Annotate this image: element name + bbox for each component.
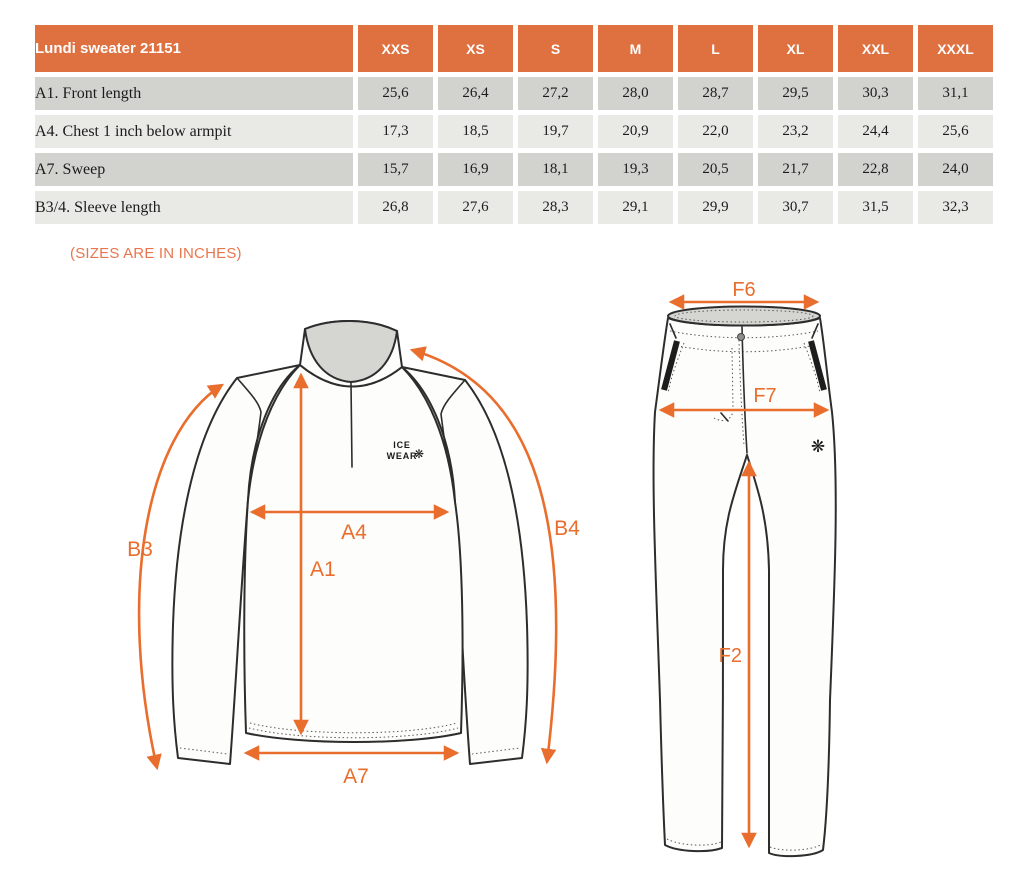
measure-label-a4: A4 <box>341 521 367 544</box>
cell-value: 22,8 <box>838 153 913 186</box>
product-title: Lundi sweater 21151 <box>35 25 353 72</box>
cell-value: 32,3 <box>918 191 993 224</box>
cell-value: 25,6 <box>918 115 993 148</box>
table-row <box>35 191 993 224</box>
cell-value: 20,5 <box>678 153 753 186</box>
row-label: B3/4. Sleeve length <box>35 191 353 224</box>
snowflake-icon: ❋ <box>413 447 425 461</box>
size-table <box>30 20 998 229</box>
cell-value: 18,1 <box>518 153 593 186</box>
sweater-body <box>244 365 462 742</box>
row-label: A7. Sweep <box>35 153 353 186</box>
cell-value: 19,3 <box>598 153 673 186</box>
cell-value: 28,0 <box>598 77 673 110</box>
cell-value: 25,6 <box>358 77 433 110</box>
size-header-xxxl: XXXL <box>918 25 993 72</box>
cell-value: 28,3 <box>518 191 593 224</box>
cell-value: 18,5 <box>438 115 513 148</box>
cell-value: 15,7 <box>358 153 433 186</box>
measure-label-b3: B3 <box>127 538 153 561</box>
sizes-unit-note: (SIZES ARE IN INCHES) <box>70 245 242 262</box>
table-row <box>35 77 993 110</box>
table-row <box>35 115 993 148</box>
measure-label-f2: F2 <box>718 645 742 667</box>
table-header-row <box>35 25 993 72</box>
size-header-xxs: XXS <box>358 25 433 72</box>
waist-opening <box>668 307 820 326</box>
cell-value: 26,4 <box>438 77 513 110</box>
size-header-xxl: XXL <box>838 25 913 72</box>
cell-value: 29,9 <box>678 191 753 224</box>
cell-value: 19,7 <box>518 115 593 148</box>
size-header-m: M <box>598 25 673 72</box>
cell-value: 23,2 <box>758 115 833 148</box>
zip-line <box>351 383 352 467</box>
cell-value: 29,1 <box>598 191 673 224</box>
row-label: A1. Front length <box>35 77 353 110</box>
measure-label-b4: B4 <box>554 517 580 540</box>
cell-value: 30,3 <box>838 77 913 110</box>
cell-value: 17,3 <box>358 115 433 148</box>
cell-value: 31,1 <box>918 77 993 110</box>
cell-value: 16,9 <box>438 153 513 186</box>
cell-value: 20,9 <box>598 115 673 148</box>
measure-label-f6: F6 <box>732 280 756 301</box>
size-header-xl: XL <box>758 25 833 72</box>
cell-value: 26,8 <box>358 191 433 224</box>
waist-button <box>738 334 745 341</box>
logo-line-1: ICE <box>393 440 411 450</box>
cell-value: 27,6 <box>438 191 513 224</box>
cell-value: 29,5 <box>758 77 833 110</box>
cell-value: 21,7 <box>758 153 833 186</box>
snowflake-icon: ❋ <box>810 437 826 457</box>
cell-value: 24,0 <box>918 153 993 186</box>
measure-label-a7: A7 <box>343 765 369 788</box>
table-row <box>35 153 993 186</box>
cell-value: 30,7 <box>758 191 833 224</box>
size-header-l: L <box>678 25 753 72</box>
measure-label-f7: F7 <box>753 385 777 407</box>
cell-value: 27,2 <box>518 77 593 110</box>
size-header-xs: XS <box>438 25 513 72</box>
size-header-s: S <box>518 25 593 72</box>
cell-value: 24,4 <box>838 115 913 148</box>
row-label: A4. Chest 1 inch below armpit <box>35 115 353 148</box>
sweater-diagram <box>100 295 625 800</box>
pants-diagram <box>620 280 880 880</box>
cell-value: 31,5 <box>838 191 913 224</box>
cell-value: 22,0 <box>678 115 753 148</box>
measure-label-a1: A1 <box>310 558 336 581</box>
logo-line-2: WEAR <box>386 451 418 461</box>
cell-value: 28,7 <box>678 77 753 110</box>
